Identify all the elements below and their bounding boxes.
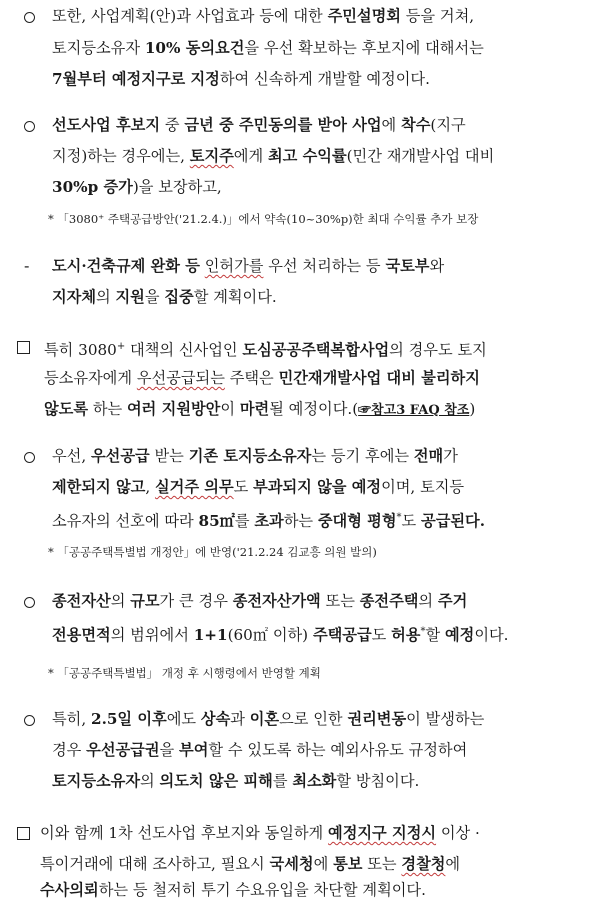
text-line: 종전자산의 규모가 큰 경우 종전자산가액 또는 종전주택의 주거 [52,592,468,610]
text-line: 토지등소유자의 의도치 않은 피해를 최소화할 방침이다. [52,772,420,790]
circle-bullet [24,117,35,137]
text-line: 제한되지 않고, 실거주 의무도 부과되지 않을 예정이며, 토지등 [52,478,465,496]
circle-bullet [24,8,35,28]
text-line: 지정)하는 경우에는, 토지주에게 최고 수익률(민간 재개발사업 대비 [52,147,495,165]
text-line: 등소유자에게 우선공급되는 주택은 민간재개발사업 대비 불리하지 [44,369,480,387]
footnote: * 「3080⁺ 주택공급방안('21.2.4.)」에서 약속(10~30%p)한 최대 수익률 추가 보장 [48,212,479,226]
text-line: 특히 3080+ 대책의 신사업인 도심공공주택복합사업의 경우도 토지 [44,341,487,360]
text-line: 수사의뢰하는 등 철저히 투기 수요유입을 차단할 계획이다. [40,881,426,899]
text-line: 30%p 증가)을 보장하고, [52,178,222,196]
footnote: * 「공공주택특별법」 개정 후 시행령에서 반영할 계획 [48,666,321,680]
text-line: 이와 함께 1차 선도사업 후보지와 동일하게 예정지구 지정시 이상 · [40,824,480,842]
text-line: 토지등소유자 10% 동의요건을 우선 확보하는 후보지에 대해서는 [52,39,484,57]
text-line: 지자체의 지원을 집중할 계획이다. [52,288,277,306]
text-line: 또한, 사업계획(안)과 사업효과 등에 대한 주민설명회 등을 거쳐, [52,7,475,25]
text-line: 특히, 2.5일 이후에도 상속과 이혼으로 인한 권리변동이 발생하는 [52,710,485,728]
text-line: 전용면적의 범위에서 1+1(60㎡ 이하) 주택공급도 허용*할 예정이다. [52,626,509,645]
footnote: * 「공공주택특별법 개정안」에 반영('21.2.24 김교흥 의원 발의) [48,545,377,559]
text-line: 경우 우선공급권을 부여할 수 있도록 하는 예외사유도 규정하여 [52,741,468,759]
circle-bullet [24,711,35,731]
faq-reference: ☞참고3 FAQ 참조 [358,403,470,418]
checkbox-bullet [17,339,30,359]
text-line: 7월부터 예정지구로 지정하여 신속하게 개발할 예정이다. [52,70,430,88]
circle-bullet [24,448,35,468]
text-line: 우선, 우선공급 받는 기존 토지등소유자는 등기 후에는 전매가 [52,447,458,465]
text-line: 선도사업 후보지 중 금년 중 주민동의를 받아 사업에 착수(지구 [52,116,466,134]
circle-bullet [24,593,35,613]
text-line: 않도록 하는 여러 지원방안이 마련될 예정이다.(☞참고3 FAQ 참조) [44,400,476,418]
dash-bullet: - [24,256,30,275]
text-line: 소유자의 선호에 따라 85㎡를 초과하는 중대형 평형*도 공급된다. [52,512,486,531]
text-line: 특이거래에 대해 조사하고, 필요시 국세청에 통보 또는 경찰청에 [40,855,461,873]
checkbox-bullet [17,825,30,845]
text-line: 도시·건축규제 완화 등 인허가를 우선 처리하는 등 국토부와 [52,257,445,275]
